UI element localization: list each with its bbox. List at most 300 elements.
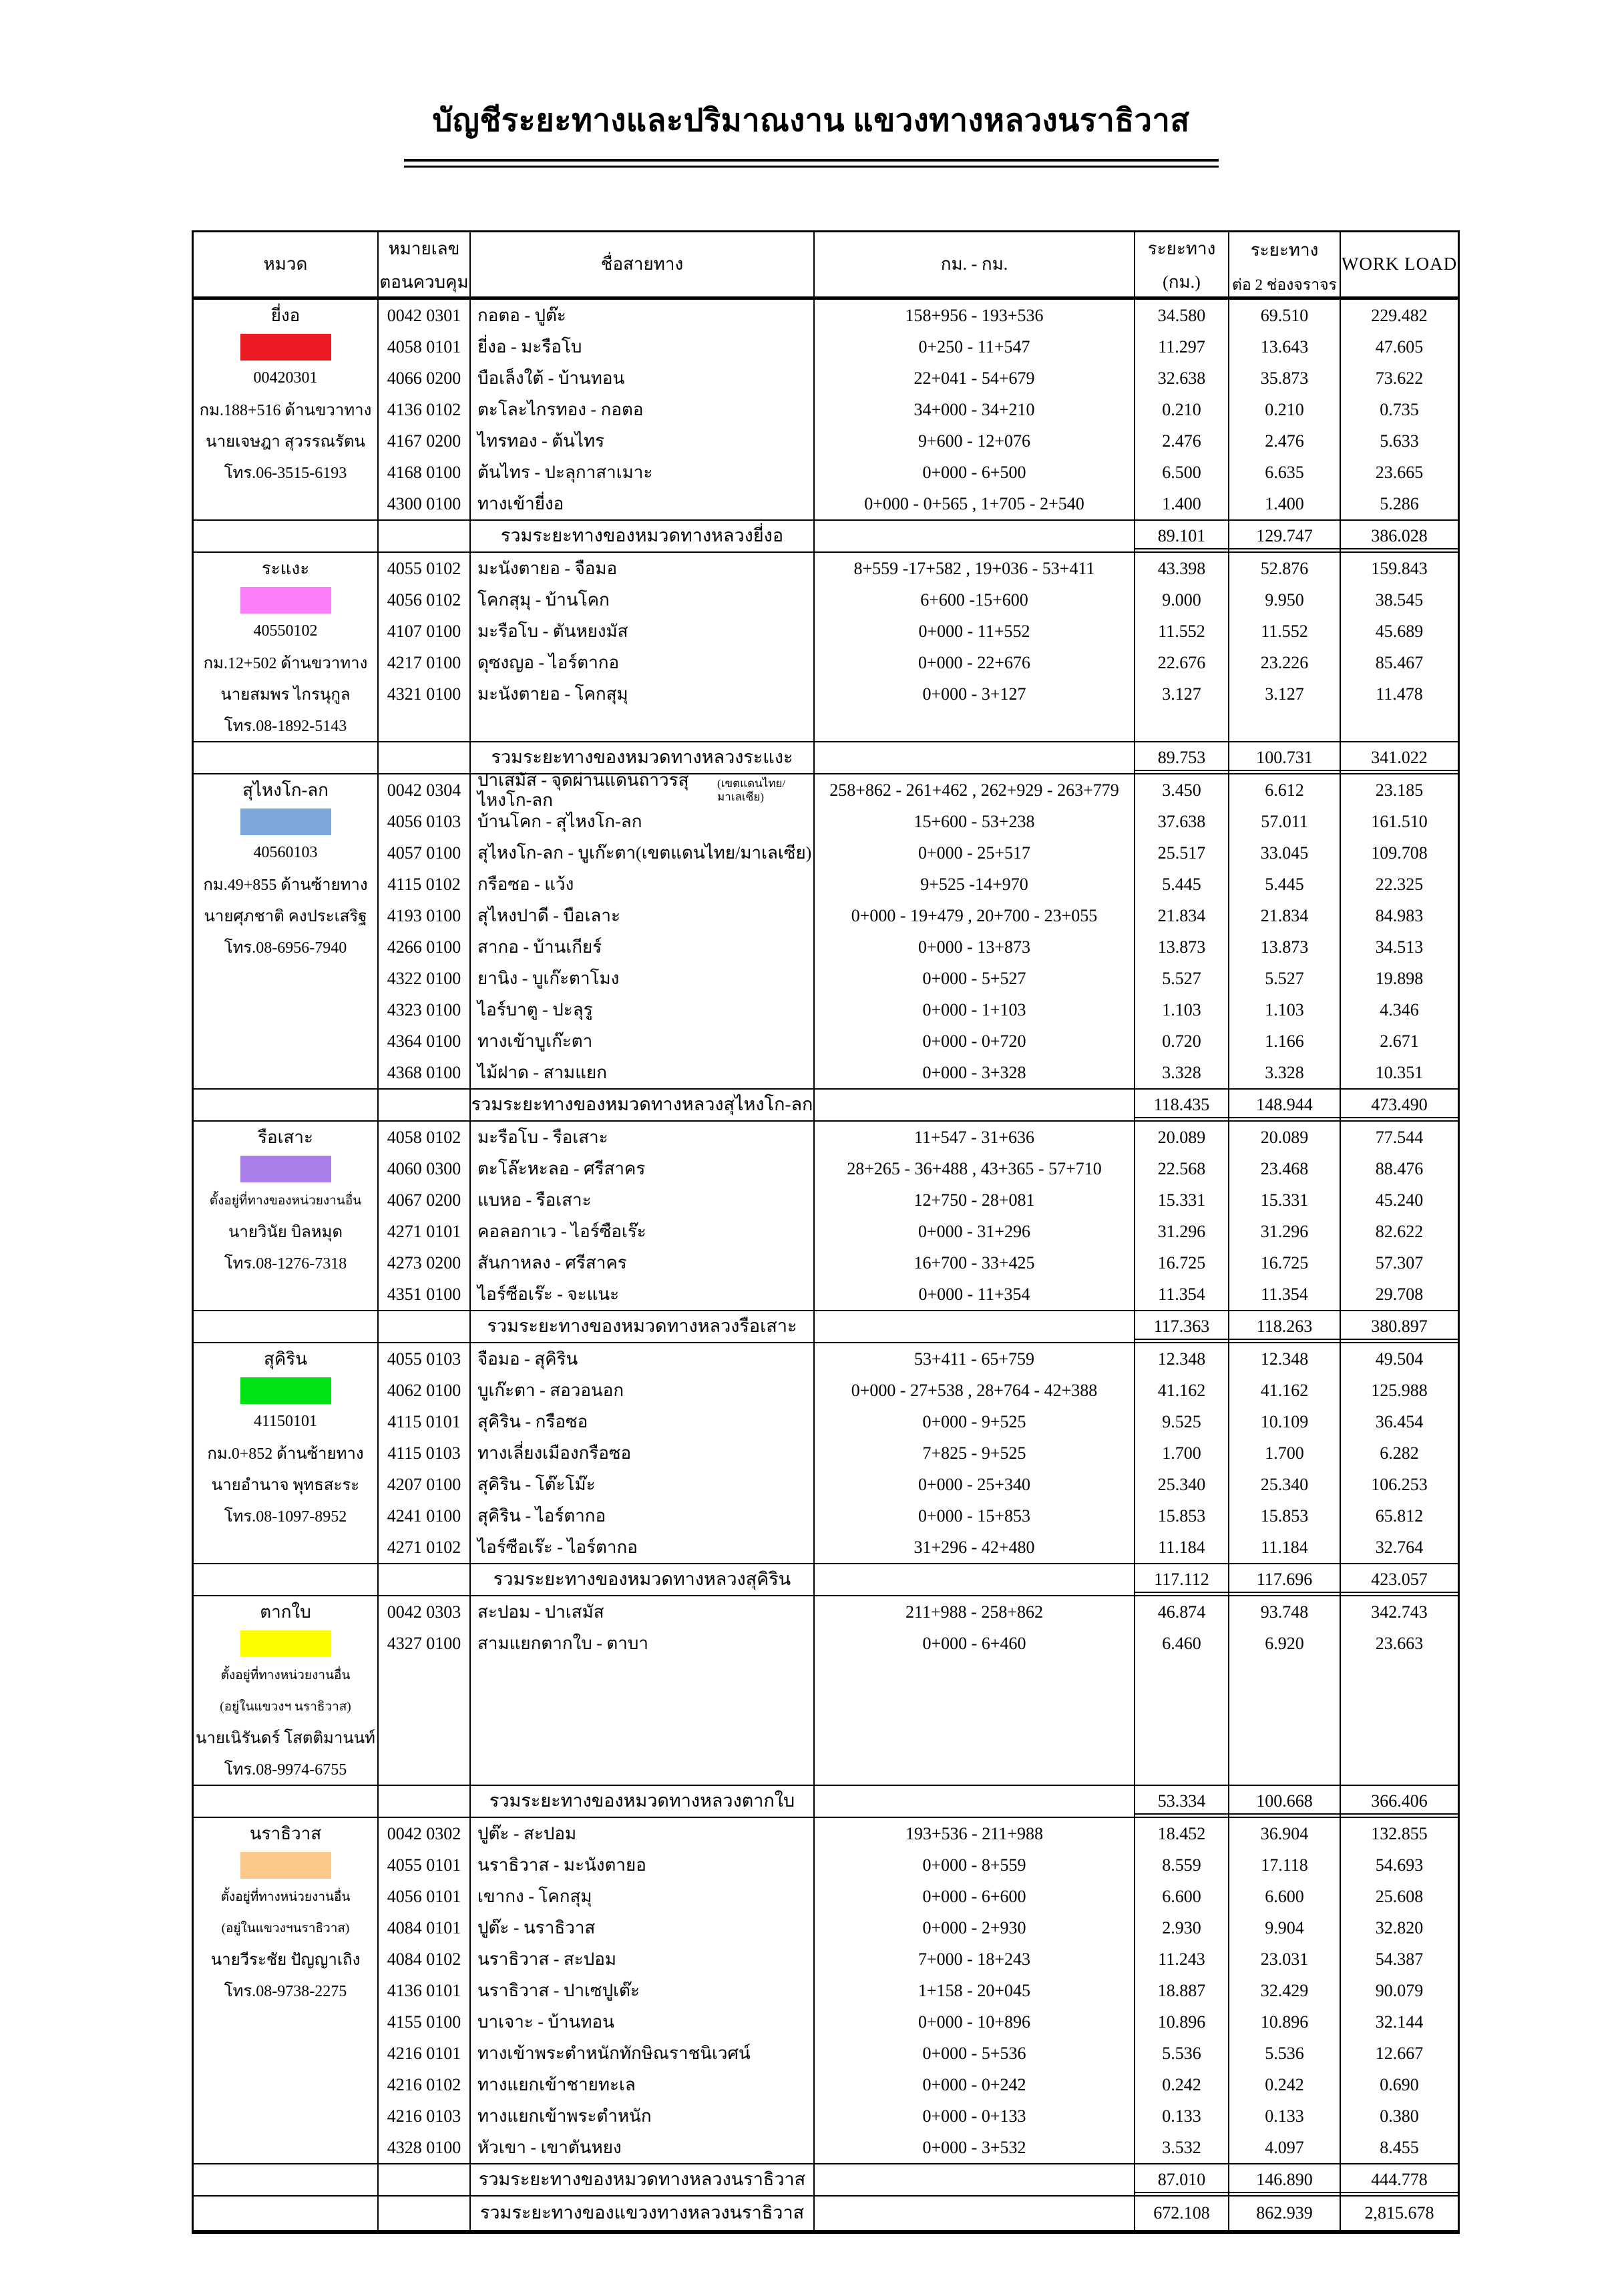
route-row xyxy=(379,1849,1458,1881)
route-code-cell: 4056 0101 xyxy=(379,1881,471,1912)
total-value: 386.028 xyxy=(1371,526,1428,546)
route-name-text: ทางแยกเข้าพระตำหนัก xyxy=(477,2106,652,2126)
route-name-cell xyxy=(471,963,815,994)
total-value: 2,815.678 xyxy=(1364,2203,1434,2223)
km-range-cell: 12+750 - 28+081 xyxy=(815,1184,1135,1216)
color-swatch-slot xyxy=(194,1849,377,1881)
section-info-line: กม.0+852 ด้านซ้ายทาง xyxy=(207,1445,364,1463)
route-name-text: ไอร์บาตู - ปะลุรู xyxy=(477,999,593,1019)
route-small-suffix: (เขตแดนไทย/มาเลเซีย) xyxy=(717,776,786,803)
route-name-text: จือมอ - สุคิริน xyxy=(477,1349,578,1369)
route-code-cell: 4066 0200 xyxy=(379,363,471,394)
workload-cell: 29.708 xyxy=(1375,1284,1424,1304)
double-rule xyxy=(1134,770,1229,771)
route-row xyxy=(379,1881,1458,1912)
section-name: สุไหงโก-ลก xyxy=(242,780,329,800)
route-row xyxy=(379,1818,1458,1849)
route-name-cell xyxy=(471,1881,815,1912)
total-workload-cell xyxy=(1341,742,1458,773)
route-name-text: ไอร์ซือเร๊ะ - ไอร์ตากอ xyxy=(477,1537,638,1557)
km-range-cell: 11+547 - 31+636 xyxy=(815,1122,1135,1153)
route-row xyxy=(379,2038,1458,2069)
section-info-slot xyxy=(194,1406,377,1437)
route-name-text: มะรือโบ - ตันหยงมัส xyxy=(477,621,628,641)
page-title: บัญชีระยะทางและปริมาณงาน แขวงทางหลวงนราธิวาส xyxy=(432,103,1190,138)
empty-cell xyxy=(815,1659,1135,1785)
route-row xyxy=(379,1343,1458,1375)
empty-section-cell xyxy=(194,521,379,551)
workload-cell: 125.988 xyxy=(1371,1380,1428,1400)
distance-cell: 6.460 xyxy=(1135,1628,1229,1659)
distance-2lane-cell: 25.340 xyxy=(1229,1469,1341,1500)
section-info-slot xyxy=(194,1975,377,2006)
route-name-text: สุไหงปาดี - บือเลาะ xyxy=(477,905,620,925)
section-info-cell xyxy=(194,300,379,519)
section-total-label: รวมระยะทางของหมวดทางหลวงระแงะ xyxy=(471,742,815,773)
route-code-cell: 4136 0102 xyxy=(379,394,471,425)
route-name-cell xyxy=(471,1912,815,1943)
section-info-line: 00420301 xyxy=(253,369,318,387)
route-row xyxy=(379,1975,1458,2006)
km-range-cell: 0+000 - 5+527 xyxy=(815,963,1135,994)
route-name-cell xyxy=(471,647,815,678)
route-code-cell: 4067 0200 xyxy=(379,1184,471,1216)
route-name-text: โคกสุมุ - บ้านโคก xyxy=(477,590,610,610)
title-underline xyxy=(404,159,1219,168)
total-workload-cell xyxy=(1341,1090,1458,1120)
workload-cell: 0.690 xyxy=(1380,2074,1419,2094)
total-value: 53.334 xyxy=(1157,1791,1206,1811)
route-row xyxy=(379,1025,1458,1057)
section-block xyxy=(194,770,1458,1088)
section-info-slot xyxy=(194,710,377,741)
total-distance-2lane-cell xyxy=(1229,2197,1341,2230)
route-row xyxy=(379,457,1458,488)
routes-list xyxy=(379,1122,1458,1310)
distance-cell: 43.398 xyxy=(1135,553,1229,584)
workload-cell: 54.693 xyxy=(1375,1855,1424,1875)
section-info-line: (อยู่ในแขวงฯนราธิวาส) xyxy=(221,1921,350,1935)
distance-cell: 20.089 xyxy=(1135,1122,1229,1153)
total-value: 423.057 xyxy=(1371,1570,1428,1590)
workload-cell: 5.286 xyxy=(1380,493,1419,513)
distance-cell: 3.328 xyxy=(1135,1057,1229,1088)
workload-cell: 0.380 xyxy=(1380,2106,1419,2126)
workload-cell: 88.476 xyxy=(1375,1158,1424,1178)
total-distance-2lane-cell xyxy=(1229,742,1341,773)
total-distance-cell xyxy=(1135,742,1229,773)
route-code-cell: 4115 0102 xyxy=(379,869,471,900)
km-range-cell: 9+600 - 12+076 xyxy=(815,425,1135,457)
distance-cell: 11.184 xyxy=(1135,1532,1229,1563)
route-name-cell xyxy=(471,931,815,963)
total-value: 89.753 xyxy=(1157,748,1206,768)
distance-cell: 16.725 xyxy=(1135,1247,1229,1279)
route-name-text: สันกาหลง - ศรีสาคร xyxy=(477,1252,627,1273)
section-info-cell xyxy=(194,1122,379,1310)
section-info-line: กม.12+502 ด้านขวาทาง xyxy=(203,655,368,672)
route-name-text: ทางเลี่ยงเมืองกรือซอ xyxy=(477,1443,632,1463)
distance-2lane-cell: 9.950 xyxy=(1229,584,1341,616)
workload-cell: 57.307 xyxy=(1375,1252,1424,1273)
route-row xyxy=(379,900,1458,931)
route-code-cell: 4328 0100 xyxy=(379,2132,471,2163)
distance-2lane-cell: 5.527 xyxy=(1229,963,1341,994)
distance-cell: 2.476 xyxy=(1135,425,1229,457)
route-name-text: สากอ - บ้านเกียร์ xyxy=(477,937,602,957)
empty-filler-row xyxy=(379,1659,1458,1785)
km-range-cell: 0+000 - 0+565 , 1+705 - 2+540 xyxy=(815,488,1135,519)
double-rule xyxy=(1134,1813,1229,1815)
route-name-text: ทางเข้าพระตำหนักทักษิณราชนิเวศน์ xyxy=(477,2043,751,2063)
route-name-text: นราธิวาส - สะปอม xyxy=(477,1949,617,1969)
km-range-cell: 0+000 - 22+676 xyxy=(815,647,1135,678)
section-info-line: นายเนิรันดร์ โสตติมานนท์ xyxy=(196,1730,375,1747)
distance-cell: 15.853 xyxy=(1135,1500,1229,1532)
section-block xyxy=(194,1817,1458,2163)
route-name-cell xyxy=(471,2006,815,2038)
route-row xyxy=(379,488,1458,519)
route-name-cell xyxy=(471,1279,815,1310)
km-range-cell: 28+265 - 36+488 , 43+365 - 57+710 xyxy=(815,1153,1135,1184)
route-code-cell: 4216 0103 xyxy=(379,2100,471,2132)
distance-2lane-cell: 16.725 xyxy=(1229,1247,1341,1279)
total-workload-cell xyxy=(1341,2164,1458,2195)
route-code-cell: 4364 0100 xyxy=(379,1025,471,1057)
route-code-cell: 4300 0100 xyxy=(379,488,471,519)
route-row xyxy=(379,1406,1458,1437)
section-info-slot xyxy=(194,1912,377,1943)
distance-2lane-cell: 6.920 xyxy=(1229,1628,1341,1659)
double-rule xyxy=(1228,1592,1341,1593)
total-workload-cell xyxy=(1341,1564,1458,1595)
section-total-row xyxy=(194,1310,1458,1342)
distance-2lane-cell: 13.873 xyxy=(1229,931,1341,963)
distance-2lane-cell: 3.328 xyxy=(1229,1057,1341,1088)
empty-code-cell xyxy=(379,2197,471,2230)
section-info-slot xyxy=(194,425,377,457)
distance-cell: 0.210 xyxy=(1135,394,1229,425)
section-info-line: นายวีระชัย ปัญญาเถิง xyxy=(210,1951,361,1969)
route-name-text: ไอร์ซือเร๊ะ - จะแนะ xyxy=(477,1284,620,1304)
distance-cell: 6.500 xyxy=(1135,457,1229,488)
route-name-text: ทางแยกเข้าชายทะเล xyxy=(477,2074,636,2094)
km-range-cell: 158+956 - 193+536 xyxy=(815,300,1135,331)
section-info-line: นายศุภชาติ คงประเสริฐ xyxy=(204,908,367,925)
route-name-text: แบหอ - รือเสาะ xyxy=(477,1190,592,1210)
double-rule xyxy=(1340,770,1459,771)
section-info-slot xyxy=(194,900,377,931)
routes-list xyxy=(379,553,1458,741)
double-rule xyxy=(1134,1117,1229,1118)
route-row xyxy=(379,300,1458,331)
section-info-slot xyxy=(194,1722,377,1753)
total-distance-2lane-cell xyxy=(1229,1786,1341,1817)
header-route-col: ชื่อสายทาง xyxy=(471,232,815,296)
workload-cell: 85.467 xyxy=(1375,652,1424,672)
distance-2lane-cell: 23.226 xyxy=(1229,647,1341,678)
route-name-text: เขากง - โคกสุมุ xyxy=(477,1886,592,1906)
double-rule xyxy=(1134,1339,1229,1340)
distance-cell: 9.525 xyxy=(1135,1406,1229,1437)
route-name-text: ตะโละไกรทอง - กอตอ xyxy=(477,399,644,419)
color-swatch-slot xyxy=(194,806,377,837)
empty-section-cell xyxy=(194,1090,379,1120)
section-info-slot xyxy=(194,1690,377,1722)
distance-cell: 1.700 xyxy=(1135,1437,1229,1469)
empty-cell xyxy=(1341,1659,1458,1785)
route-row xyxy=(379,1500,1458,1532)
workload-cell: 54.387 xyxy=(1375,1949,1424,1969)
route-name-text: สุคิริน - ไอร์ตากอ xyxy=(477,1506,606,1526)
route-code-cell: 4057 0100 xyxy=(379,837,471,869)
route-row xyxy=(379,1057,1458,1088)
route-name-text: สุไหงโก-ลก - บูเก๊ะตา(เขตแดนไทย/มาเลเซีย) xyxy=(477,843,812,863)
header-section-col: หมวด xyxy=(194,232,379,296)
workload-cell: 34.513 xyxy=(1375,937,1424,957)
route-name-cell xyxy=(471,900,815,931)
workload-cell: 6.282 xyxy=(1380,1443,1419,1463)
section-info-line: 40550102 xyxy=(253,622,318,640)
total-distance-cell xyxy=(1135,2197,1229,2230)
route-name-cell xyxy=(471,1943,815,1975)
km-range-cell: 31+296 - 42+480 xyxy=(815,1532,1135,1563)
double-rule xyxy=(1228,1339,1341,1340)
route-code-cell: 0042 0303 xyxy=(379,1596,471,1628)
section-info-line: ตั้งอยู่ที่ทางของหน่วยงานอื่น xyxy=(209,1193,362,1208)
section-info-line: โทร.08-1097-8952 xyxy=(224,1508,347,1526)
route-code-cell: 0042 0304 xyxy=(379,774,471,806)
km-range-cell: 53+411 - 65+759 xyxy=(815,1343,1135,1375)
route-row xyxy=(379,1596,1458,1628)
section-info-line: นายวินัย บิลหมุด xyxy=(228,1224,343,1241)
workload-cell: 10.351 xyxy=(1375,1062,1424,1082)
km-range-cell: 8+559 -17+582 , 19+036 - 53+411 xyxy=(815,553,1135,584)
table-header xyxy=(194,232,1458,300)
total-workload-cell xyxy=(1341,1311,1458,1342)
empty-code-cell xyxy=(379,1564,471,1595)
section-name-slot xyxy=(194,553,377,584)
section-name: ยี่งอ xyxy=(270,306,300,325)
workload-cell: 73.622 xyxy=(1375,368,1424,388)
route-name-text: ไทรทอง - ต้นไทร xyxy=(477,431,605,451)
route-name-cell xyxy=(471,678,815,710)
section-total-row xyxy=(194,741,1458,773)
routes-list xyxy=(379,300,1458,519)
empty-cell xyxy=(1135,1659,1229,1785)
km-range-cell: 0+000 - 5+536 xyxy=(815,2038,1135,2069)
distance-2lane-cell: 10.109 xyxy=(1229,1406,1341,1437)
total-value: 89.101 xyxy=(1157,526,1206,546)
route-name-text: กอตอ - ปูต๊ะ xyxy=(477,305,566,325)
empty-section-cell xyxy=(194,1564,379,1595)
section-info-line: โทร.08-1276-7318 xyxy=(224,1255,347,1273)
distance-cell: 22.676 xyxy=(1135,647,1229,678)
workload-cell: 45.240 xyxy=(1375,1190,1424,1210)
route-name-cell xyxy=(471,1153,815,1184)
color-swatch-slot xyxy=(194,1375,377,1406)
km-range-cell: 16+700 - 33+425 xyxy=(815,1247,1135,1279)
route-code-cell: 4321 0100 xyxy=(379,678,471,710)
route-code-cell: 4266 0100 xyxy=(379,931,471,963)
distance-2lane-cell: 12.348 xyxy=(1229,1343,1341,1375)
distance-2lane-cell: 3.127 xyxy=(1229,678,1341,710)
distance-cell: 12.348 xyxy=(1135,1343,1229,1375)
distance-2lane-cell: 11.354 xyxy=(1229,1279,1341,1310)
route-name-cell xyxy=(471,2100,815,2132)
color-swatch xyxy=(240,1377,331,1404)
empty-section-cell xyxy=(194,742,379,773)
km-range-cell: 0+000 - 0+720 xyxy=(815,1025,1135,1057)
route-code-cell: 4084 0101 xyxy=(379,1912,471,1943)
section-total-label: รวมระยะทางของหมวดทางหลวงรือเสาะ xyxy=(471,1311,815,1342)
distance-cell: 32.638 xyxy=(1135,363,1229,394)
section-total-row xyxy=(194,1563,1458,1595)
distance-2lane-cell: 0.242 xyxy=(1229,2069,1341,2100)
section-info-slot xyxy=(194,1659,377,1690)
route-code-cell: 4327 0100 xyxy=(379,1628,471,1659)
route-name-text: ปาเสมัส - จุดผ่านแดนถาวรสุไหงโก-ลก xyxy=(477,770,689,810)
distance-cell: 1.400 xyxy=(1135,488,1229,519)
workload-cell: 32.144 xyxy=(1375,2012,1424,2032)
route-name-cell xyxy=(471,1532,815,1563)
km-range-cell: 0+000 - 19+479 , 20+700 - 23+055 xyxy=(815,900,1135,931)
distance-2lane-cell: 69.510 xyxy=(1229,300,1341,331)
distance-2lane-cell: 31.296 xyxy=(1229,1216,1341,1247)
route-code-cell: 4271 0101 xyxy=(379,1216,471,1247)
total-workload-cell xyxy=(1341,2197,1458,2230)
route-name-text: นราธิวาส - มะนังตายอ xyxy=(477,1855,646,1875)
route-code-cell: 4107 0100 xyxy=(379,616,471,647)
empty-km-cell xyxy=(815,1311,1135,1342)
empty-km-cell xyxy=(815,2164,1135,2195)
routes-list xyxy=(379,770,1458,1088)
header-distance-2lane-col xyxy=(1229,232,1341,296)
total-value: 118.263 xyxy=(1256,1317,1313,1337)
km-range-cell: 0+000 - 11+552 xyxy=(815,616,1135,647)
workload-cell: 22.325 xyxy=(1375,874,1424,894)
section-info-line: โทร.08-6956-7940 xyxy=(224,939,347,957)
km-range-cell: 0+000 - 6+500 xyxy=(815,457,1135,488)
color-swatch xyxy=(240,334,331,361)
section-total-label: รวมระยะทางของหมวดทางหลวงสุคิริน xyxy=(471,1564,815,1595)
distance-cell: 18.887 xyxy=(1135,1975,1229,2006)
route-code-cell: 4055 0101 xyxy=(379,1849,471,1881)
route-name-cell xyxy=(471,1406,815,1437)
section-total-row xyxy=(194,2163,1458,2195)
distance-cell: 9.000 xyxy=(1135,584,1229,616)
header-distance-col xyxy=(1135,232,1229,296)
workload-cell: 45.689 xyxy=(1375,621,1424,641)
route-row xyxy=(379,1279,1458,1310)
section-info-line: โทร.08-1892-5143 xyxy=(224,718,347,735)
route-name-cell xyxy=(471,331,815,363)
km-range-cell: 34+000 - 34+210 xyxy=(815,394,1135,425)
route-row xyxy=(379,553,1458,584)
route-row xyxy=(379,2006,1458,2038)
distance-2lane-cell: 6.612 xyxy=(1229,774,1341,806)
section-name: ระแงะ xyxy=(261,559,310,578)
section-info-line: 41150101 xyxy=(253,1413,318,1430)
route-code-cell: 4058 0102 xyxy=(379,1122,471,1153)
workload-cell: 109.708 xyxy=(1371,843,1428,863)
total-value: 117.696 xyxy=(1256,1570,1313,1590)
section-info-slot xyxy=(194,1943,377,1975)
route-code-cell: 4167 0200 xyxy=(379,425,471,457)
header-workload-col: WORK LOAD xyxy=(1341,254,1458,274)
section-name-slot xyxy=(194,1122,377,1153)
route-code-cell: 4322 0100 xyxy=(379,963,471,994)
route-name-cell xyxy=(471,363,815,394)
route-name-text: ต้นไทร - ปะลุกาสาเมาะ xyxy=(477,462,653,482)
empty-cell xyxy=(471,1659,815,1785)
total-value: 117.363 xyxy=(1153,1317,1210,1337)
km-range-cell: 22+041 - 54+679 xyxy=(815,363,1135,394)
km-range-cell: 9+525 -14+970 xyxy=(815,869,1135,900)
workload-cell: 19.898 xyxy=(1375,968,1424,988)
route-code-cell: 4084 0102 xyxy=(379,1943,471,1975)
route-name-cell xyxy=(471,770,815,810)
distance-2lane-cell: 35.873 xyxy=(1229,363,1341,394)
km-range-cell: 0+000 - 25+517 xyxy=(815,837,1135,869)
total-distance-2lane-cell xyxy=(1229,521,1341,551)
route-row xyxy=(379,1437,1458,1469)
section-info-slot xyxy=(194,1247,377,1279)
distance-cell: 31.296 xyxy=(1135,1216,1229,1247)
km-range-cell: 193+536 - 211+988 xyxy=(815,1818,1135,1849)
total-value: 146.890 xyxy=(1256,2170,1313,2190)
header-code-line1: หมายเลข xyxy=(388,239,460,258)
section-info-slot xyxy=(194,616,377,647)
routes-list xyxy=(379,1596,1458,1785)
section-info-cell xyxy=(194,553,379,741)
route-name-cell xyxy=(471,1247,815,1279)
km-range-cell: 0+000 - 8+559 xyxy=(815,1849,1135,1881)
distance-cell: 6.600 xyxy=(1135,1881,1229,1912)
workload-cell: 106.253 xyxy=(1371,1474,1428,1494)
route-row xyxy=(379,869,1458,900)
route-code-cell: 4115 0101 xyxy=(379,1406,471,1437)
total-value: 473.490 xyxy=(1371,1095,1428,1115)
table-body xyxy=(194,300,1458,2230)
section-info-line: กม.188+516 ด้านขวาทาง xyxy=(199,402,372,419)
route-name-cell xyxy=(471,2038,815,2069)
km-range-cell: 0+000 - 31+296 xyxy=(815,1216,1135,1247)
empty-cell xyxy=(1135,710,1229,741)
header-distance-line1: ระยะทาง xyxy=(1147,239,1216,258)
route-row xyxy=(379,994,1458,1025)
total-value: 380.897 xyxy=(1371,1317,1428,1337)
section-info-slot xyxy=(194,678,377,710)
section-block xyxy=(194,551,1458,741)
route-row xyxy=(379,584,1458,616)
route-name-cell xyxy=(471,1437,815,1469)
route-name-cell xyxy=(471,1849,815,1881)
grand-total-row xyxy=(194,2195,1458,2230)
empty-section-cell xyxy=(194,1786,379,1817)
route-name-text: บ้านโคก - สุไหงโก-ลก xyxy=(477,811,642,831)
route-row xyxy=(379,1247,1458,1279)
route-row xyxy=(379,1628,1458,1659)
section-info-line: โทร.08-9974-6755 xyxy=(224,1761,347,1779)
distance-2lane-cell: 57.011 xyxy=(1229,806,1341,837)
distance-2lane-cell: 52.876 xyxy=(1229,553,1341,584)
route-name-cell xyxy=(471,2069,815,2100)
route-name-cell xyxy=(471,300,815,331)
distance-cell: 0.242 xyxy=(1135,2069,1229,2100)
section-total-row xyxy=(194,519,1458,551)
total-distance-2lane-cell xyxy=(1229,2164,1341,2195)
